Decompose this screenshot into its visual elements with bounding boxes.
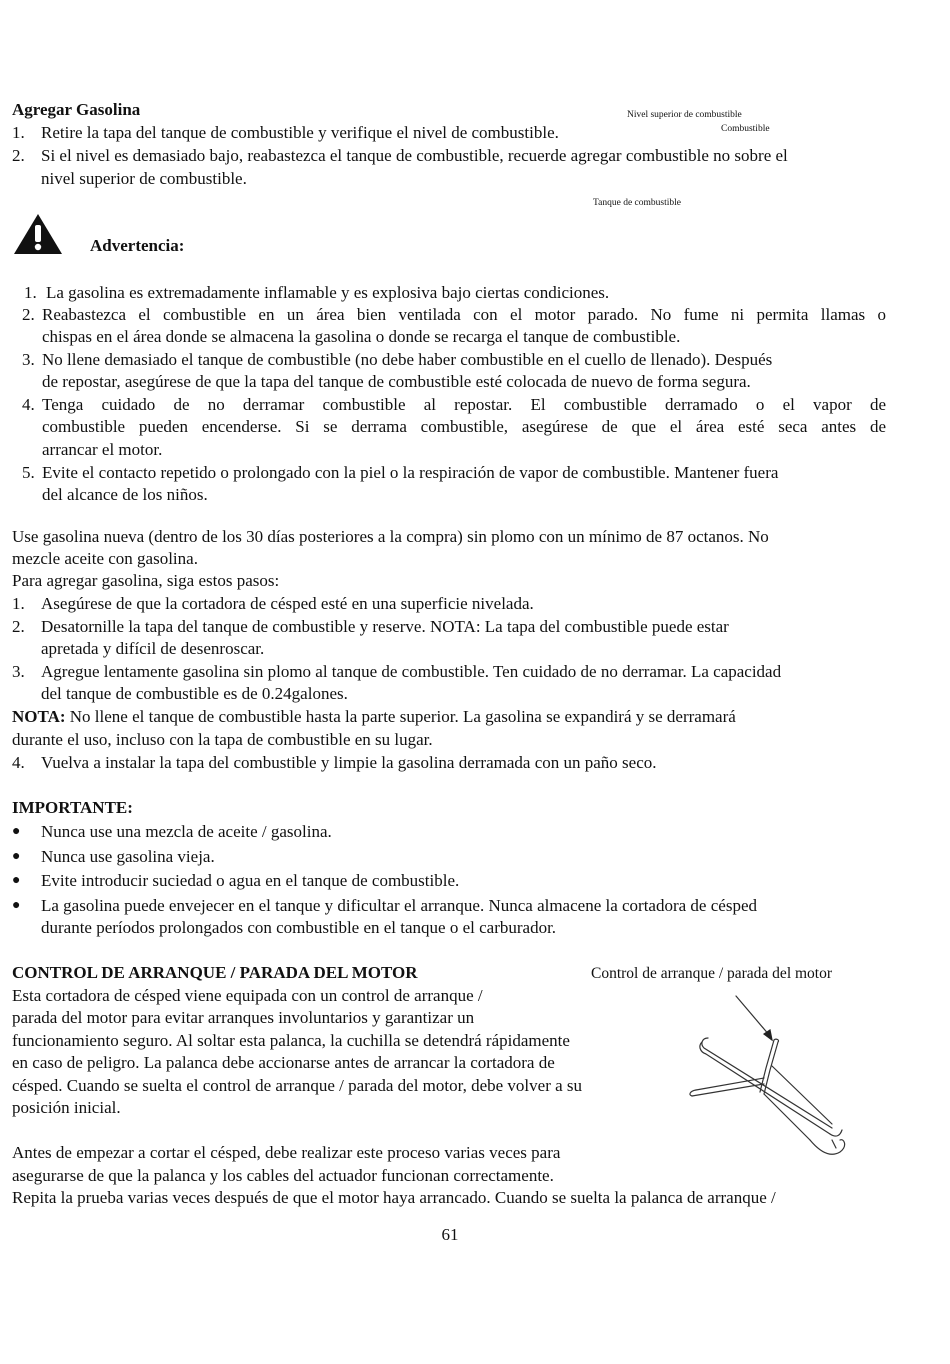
paragraph-line: en caso de peligro. La palanca debe accionarse antes de arrancar la cortadora de [12, 1053, 555, 1072]
page-number: 61 [441, 1225, 459, 1244]
figure-label-tanque: Tanque de combustible [593, 198, 681, 208]
paragraph-line: Repita la prueba varias veces después de que el motor haya arrancado. Cuando se suelta la palanca de arranque / [12, 1188, 776, 1207]
step-number: 3. [12, 662, 25, 681]
bullet-text: Nunca use gasolina vieja. [41, 847, 215, 866]
figure-label-nivel-superior: Nivel superior de combustible [627, 110, 742, 120]
paragraph-line: funcionamiento seguro. Al soltar esta palanca, la cuchilla se detendrá rápidamente [12, 1031, 570, 1050]
bullet-text: Evite introducir suciedad o agua en el tanque de combustible. [41, 871, 460, 890]
warning-text: arrancar el motor. [42, 440, 163, 459]
bullet-text: durante períodos prolongados con combustible en el tanque o el carburador. [41, 918, 557, 937]
paragraph-line: mezcle aceite con gasolina. [12, 549, 198, 568]
bullet-text: La gasolina puede envejecer en el tanque y dificultar el arranque. Nunca almacene la cortadora de césped [41, 896, 757, 915]
note-text: No llene el tanque de combustible hasta la parte superior. La gasolina se expandirá y se derramará [65, 707, 736, 726]
paragraph-line: Para agregar gasolina, siga estos pasos: [12, 571, 280, 590]
step-text: apretada y difícil de desenroscar. [41, 639, 265, 658]
paragraph-line: parada del motor para evitar arranques involuntarios y garantizar un [12, 1008, 475, 1027]
warning-number: 5. [22, 463, 35, 482]
warning-text: de repostar, asegúrese de que la tapa del tanque de combustible esté colocada de nuevo de forma segura. [42, 372, 751, 391]
control-lever-illustration [680, 990, 860, 1170]
warning-text: chispas en el área donde se almacena la gasolina o donde se recarga el tanque de combustible. [42, 327, 681, 346]
paragraph-line: Use gasolina nueva (dentro de los 30 días posteriores a la compra) sin plomo con un mínimo de 87 octanos. No [12, 527, 769, 546]
warning-text: No llene demasiado el tanque de combustible (no debe haber combustible en el cuello de llenado). Después [42, 350, 773, 369]
warning-number: 4. [22, 395, 35, 414]
step-number: 1. [12, 123, 25, 142]
bullet-icon: ● [12, 898, 21, 913]
note-label: NOTA: [12, 707, 66, 726]
bullet-icon: ● [12, 849, 21, 864]
warning-text: Evite el contacto repetido o prolongado con la piel o la respiración de vapor de combustible. Mantener fuera [42, 463, 779, 482]
step-text: Asegúrese de que la cortadora de césped esté en una superficie nivelada. [41, 594, 534, 613]
paragraph-line: Antes de empezar a cortar el césped, debe realizar este proceso varias veces para [12, 1143, 561, 1162]
note-line: durante el uso, incluso con la tapa de combustible en su lugar. [12, 730, 433, 749]
important-heading: IMPORTANTE: [12, 798, 133, 817]
warning-text: Reabastezca el combustible en un área bien ventilada con el motor parado. No fume ni permita llamas o [42, 305, 886, 324]
step-text: del tanque de combustible es de 0.24galones. [41, 684, 348, 703]
step-text: nivel superior de combustible. [41, 169, 247, 188]
bullet-icon: ● [12, 873, 21, 888]
warning-icon [12, 212, 64, 256]
step-number: 4. [12, 753, 25, 772]
step-number: 1. [12, 594, 25, 613]
step-text: Vuelva a instalar la tapa del combustible y limpie la gasolina derramada con un paño seco. [41, 753, 657, 772]
warning-number: 1. [24, 283, 37, 302]
bullet-icon: ● [12, 824, 21, 839]
step-text: Agregue lentamente gasolina sin plomo al tanque de combustible. Ten cuidado de no derramar. La capacidad [41, 662, 782, 681]
section-heading-gasolina: Agregar Gasolina [12, 100, 141, 119]
bullet-text: Nunca use una mezcla de aceite / gasolina. [41, 822, 332, 841]
warning-text: combustible pueden encenderse. Si se derrama combustible, asegúrese de que el área esté seca antes de [42, 417, 886, 436]
note-line [12, 706, 736, 728]
warning-text: Tenga cuidado de no derramar combustible al repostar. El combustible derramado o el vapor de [42, 395, 886, 414]
warning-title: Advertencia: [90, 236, 185, 255]
warning-number: 3. [22, 350, 35, 369]
warning-text: del alcance de los niños. [42, 485, 208, 504]
warning-number: 2. [22, 305, 35, 324]
figure-label-combustible: Combustible [721, 124, 770, 134]
paragraph-line: Esta cortadora de césped viene equipada con un control de arranque / [12, 986, 483, 1005]
figure-label-control: Control de arranque / parada del motor [591, 965, 833, 982]
step-number: 2. [12, 617, 25, 636]
paragraph-line: asegurarse de que la palanca y los cables del actuador funcionan correctamente. [12, 1166, 554, 1185]
paragraph-line: césped. Cuando se suelta el control de arranque / parada del motor, debe volver a su [12, 1076, 583, 1095]
paragraph-line: posición inicial. [12, 1098, 121, 1117]
warning-text: La gasolina es extremadamente inflamable y es explosiva bajo ciertas condiciones. [46, 283, 610, 302]
step-text: Si el nivel es demasiado bajo, reabastezca el tanque de combustible, recuerde agregar combustible no sobre el [41, 146, 788, 165]
step-number: 2. [12, 146, 25, 165]
step-text: Desatornille la tapa del tanque de combustible y reserve. NOTA: La tapa del combustible puede estar [41, 617, 729, 636]
step-text: Retire la tapa del tanque de combustible y verifique el nivel de combustible. [41, 123, 559, 142]
control-heading: CONTROL DE ARRANQUE / PARADA DEL MOTOR [12, 963, 418, 982]
